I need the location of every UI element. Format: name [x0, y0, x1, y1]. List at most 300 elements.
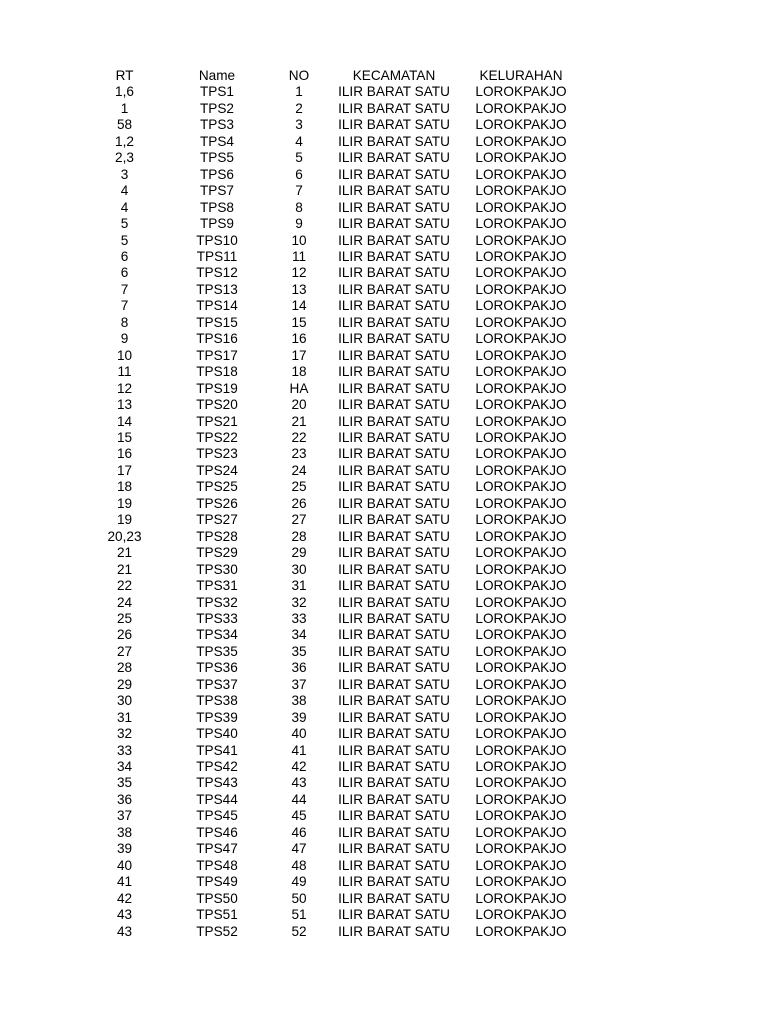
table-row	[88, 858, 579, 874]
cell-rt: 8	[120, 314, 129, 330]
cell-kecamatan: ILIR BARAT SATU	[338, 133, 450, 149]
cell-name: TPS22	[196, 429, 238, 445]
table-row	[88, 924, 579, 940]
cell-kelurahan: LOROKPAKJO	[475, 874, 567, 890]
cell-name: TPS35	[196, 643, 238, 659]
cell-rt: 25	[116, 610, 133, 626]
cell-kecamatan: ILIR BARAT SATU	[338, 397, 450, 413]
cell-name: TPS26	[196, 495, 238, 511]
header-row	[88, 68, 579, 84]
cell-no: 4	[295, 133, 303, 149]
cell-rt: 1	[120, 100, 129, 116]
cell-rt: 3	[120, 166, 129, 182]
cell-rt: 15	[116, 429, 133, 445]
cell-name: TPS1	[200, 84, 234, 100]
cell-kelurahan: LOROKPAKJO	[475, 298, 567, 314]
cell-kecamatan: ILIR BARAT SATU	[338, 791, 450, 807]
cell-kecamatan: ILIR BARAT SATU	[338, 923, 450, 939]
cell-rt: 42	[116, 890, 133, 906]
cell-kecamatan: ILIR BARAT SATU	[338, 528, 450, 544]
cell-kelurahan: LOROKPAKJO	[475, 232, 567, 248]
cell-name: TPS10	[196, 232, 238, 248]
cell-name: TPS37	[196, 676, 238, 692]
table-row	[88, 693, 579, 709]
cell-kecamatan: ILIR BARAT SATU	[338, 857, 450, 873]
cell-rt: 10	[116, 347, 133, 363]
table-row	[88, 644, 579, 660]
cell-rt: 39	[116, 841, 133, 857]
cell-rt: 21	[116, 545, 133, 561]
cell-kelurahan: LOROKPAKJO	[475, 841, 567, 857]
cell-kecamatan: ILIR BARAT SATU	[338, 890, 450, 906]
cell-rt: 5	[120, 216, 129, 232]
table-row	[88, 891, 579, 907]
cell-kelurahan: LOROKPAKJO	[475, 166, 567, 182]
cell-kecamatan: ILIR BARAT SATU	[338, 495, 450, 511]
table-row	[88, 743, 579, 759]
table-row	[88, 808, 579, 824]
cell-kecamatan: ILIR BARAT SATU	[338, 100, 450, 116]
cell-no: 1	[295, 84, 303, 100]
cell-name: TPS16	[196, 331, 238, 347]
cell-no: 2	[295, 100, 303, 116]
cell-rt: 35	[116, 775, 133, 791]
cell-name: TPS11	[196, 248, 238, 264]
table-row	[88, 315, 579, 331]
cell-kecamatan: ILIR BARAT SATU	[338, 380, 450, 396]
cell-no: 32	[291, 594, 307, 610]
table-body	[88, 84, 579, 940]
cell-kecamatan: ILIR BARAT SATU	[338, 199, 450, 215]
cell-name: TPS42	[196, 759, 238, 775]
cell-rt: 33	[116, 742, 133, 758]
table-row	[88, 907, 579, 923]
table-row	[88, 216, 579, 232]
cell-kelurahan: LOROKPAKJO	[475, 545, 567, 561]
cell-name: TPS24	[196, 462, 238, 478]
cell-rt: 41	[116, 874, 133, 890]
table-row	[88, 595, 579, 611]
cell-kecamatan: ILIR BARAT SATU	[338, 726, 450, 742]
cell-no: 12	[291, 265, 307, 281]
cell-rt: 11	[117, 364, 132, 380]
cell-kecamatan: ILIR BARAT SATU	[338, 462, 450, 478]
cell-kecamatan: ILIR BARAT SATU	[338, 84, 450, 100]
cell-kelurahan: LOROKPAKJO	[475, 627, 567, 643]
cell-no: 13	[291, 281, 307, 297]
cell-kelurahan: LOROKPAKJO	[475, 610, 567, 626]
cell-no: 30	[291, 561, 307, 577]
cell-kelurahan: LOROKPAKJO	[475, 578, 567, 594]
cell-kecamatan: ILIR BARAT SATU	[338, 413, 450, 429]
table-row	[88, 710, 579, 726]
cell-kelurahan: LOROKPAKJO	[475, 84, 567, 100]
cell-kelurahan: LOROKPAKJO	[475, 397, 567, 413]
cell-no: 22	[291, 429, 307, 445]
cell-no: 23	[291, 446, 307, 462]
cell-name: TPS40	[196, 726, 238, 742]
cell-rt: 21	[116, 561, 133, 577]
cell-no: 51	[291, 907, 307, 923]
table-row	[88, 627, 579, 643]
cell-rt: 1,6	[115, 84, 134, 100]
cell-name: TPS13	[196, 281, 238, 297]
cell-name: TPS33	[196, 610, 238, 626]
table-row	[88, 562, 579, 578]
cell-no: 6	[295, 166, 303, 182]
cell-rt: 34	[116, 759, 133, 775]
table-row	[88, 578, 579, 594]
cell-name: TPS4	[200, 133, 234, 149]
cell-kelurahan: LOROKPAKJO	[475, 742, 567, 758]
cell-rt: 22	[116, 578, 133, 594]
cell-kelurahan: LOROKPAKJO	[475, 133, 567, 149]
cell-kecamatan: ILIR BARAT SATU	[338, 676, 450, 692]
cell-kecamatan: ILIR BARAT SATU	[338, 545, 450, 561]
table-row	[88, 167, 579, 183]
cell-kecamatan: ILIR BARAT SATU	[338, 298, 450, 314]
cell-name: TPS30	[196, 561, 238, 577]
cell-rt: 7	[120, 298, 129, 314]
cell-kecamatan: ILIR BARAT SATU	[338, 907, 450, 923]
cell-no: 38	[291, 693, 307, 709]
cell-no: 26	[291, 495, 307, 511]
cell-no: 46	[291, 824, 307, 840]
table-row	[88, 529, 579, 545]
cell-name: TPS32	[196, 594, 238, 610]
cell-no: 50	[291, 890, 307, 906]
cell-kecamatan: ILIR BARAT SATU	[338, 331, 450, 347]
cell-kecamatan: ILIR BARAT SATU	[338, 216, 450, 232]
cell-kecamatan: ILIR BARAT SATU	[338, 512, 450, 528]
table-row	[88, 414, 579, 430]
cell-no: 8	[295, 199, 303, 215]
cell-name: TPS3	[200, 117, 234, 133]
cell-kecamatan: ILIR BARAT SATU	[338, 759, 450, 775]
cell-rt: 19	[116, 512, 133, 528]
cell-kelurahan: LOROKPAKJO	[475, 479, 567, 495]
cell-no: 39	[291, 709, 307, 725]
table-row	[88, 265, 579, 281]
cell-no: 15	[291, 314, 307, 330]
cell-kelurahan: LOROKPAKJO	[475, 248, 567, 264]
cell-rt: 4	[120, 199, 129, 215]
cell-no: 35	[291, 643, 307, 659]
cell-name: TPS19	[196, 380, 238, 396]
cell-name: TPS18	[196, 364, 238, 380]
table-row	[88, 726, 579, 742]
cell-kelurahan: LOROKPAKJO	[475, 429, 567, 445]
cell-kelurahan: LOROKPAKJO	[475, 857, 567, 873]
cell-kelurahan: LOROKPAKJO	[475, 512, 567, 528]
cell-name: TPS14	[196, 298, 238, 314]
cell-kelurahan: LOROKPAKJO	[475, 643, 567, 659]
cell-kecamatan: ILIR BARAT SATU	[338, 594, 450, 610]
cell-rt: 43	[116, 907, 133, 923]
cell-rt: 4	[120, 183, 129, 199]
cell-name: TPS7	[200, 183, 234, 199]
cell-rt: 17	[116, 462, 133, 478]
cell-kecamatan: ILIR BARAT SATU	[338, 841, 450, 857]
table-row	[88, 512, 579, 528]
cell-kelurahan: LOROKPAKJO	[475, 594, 567, 610]
cell-kecamatan: ILIR BARAT SATU	[338, 117, 450, 133]
cell-no: 21	[291, 413, 307, 429]
cell-kecamatan: ILIR BARAT SATU	[338, 709, 450, 725]
cell-kecamatan: ILIR BARAT SATU	[338, 281, 450, 297]
cell-no: 7	[295, 183, 303, 199]
cell-kecamatan: ILIR BARAT SATU	[338, 578, 450, 594]
cell-kelurahan: LOROKPAKJO	[475, 660, 567, 676]
cell-rt: 27	[116, 643, 133, 659]
cell-name: TPS47	[196, 841, 238, 857]
cell-rt: 28	[116, 660, 133, 676]
cell-kelurahan: LOROKPAKJO	[475, 216, 567, 232]
table-row	[88, 463, 579, 479]
cell-kecamatan: ILIR BARAT SATU	[338, 775, 450, 791]
cell-no: 14	[291, 298, 307, 314]
cell-kelurahan: LOROKPAKJO	[475, 824, 567, 840]
cell-no: 17	[291, 347, 307, 363]
table-row	[88, 200, 579, 216]
cell-no: 36	[291, 660, 307, 676]
cell-kecamatan: ILIR BARAT SATU	[338, 561, 450, 577]
cell-rt: 24	[116, 594, 133, 610]
table-row	[88, 282, 579, 298]
spreadsheet-page	[88, 68, 579, 940]
cell-name: TPS31	[196, 578, 238, 594]
cell-no: 24	[291, 462, 307, 478]
cell-kelurahan: LOROKPAKJO	[475, 314, 567, 330]
cell-kelurahan: LOROKPAKJO	[475, 907, 567, 923]
cell-name: TPS43	[196, 775, 238, 791]
cell-kecamatan: ILIR BARAT SATU	[338, 824, 450, 840]
cell-kecamatan: ILIR BARAT SATU	[338, 248, 450, 264]
cell-name: TPS51	[196, 907, 238, 923]
table-row	[88, 611, 579, 627]
cell-rt: 16	[116, 446, 133, 462]
cell-rt: 5	[120, 232, 129, 248]
cell-no: HA	[289, 380, 309, 396]
cell-rt: 13	[116, 397, 133, 413]
cell-no: 29	[291, 545, 307, 561]
cell-kelurahan: LOROKPAKJO	[475, 528, 567, 544]
cell-kecamatan: ILIR BARAT SATU	[338, 610, 450, 626]
cell-no: 9	[295, 216, 303, 232]
cell-name: TPS45	[196, 808, 238, 824]
cell-kelurahan: LOROKPAKJO	[475, 676, 567, 692]
cell-name: TPS50	[196, 890, 238, 906]
cell-rt: 36	[116, 791, 133, 807]
cell-no: 37	[291, 676, 307, 692]
cell-rt: 7	[120, 281, 129, 297]
cell-kelurahan: LOROKPAKJO	[475, 380, 567, 396]
cell-kelurahan: LOROKPAKJO	[475, 413, 567, 429]
cell-no: 47	[291, 841, 307, 857]
cell-kecamatan: ILIR BARAT SATU	[338, 265, 450, 281]
cell-rt: 6	[120, 265, 129, 281]
cell-kelurahan: LOROKPAKJO	[475, 923, 567, 939]
cell-kelurahan: LOROKPAKJO	[475, 364, 567, 380]
cell-kelurahan: LOROKPAKJO	[475, 281, 567, 297]
cell-name: TPS49	[196, 874, 238, 890]
cell-name: TPS27	[196, 512, 238, 528]
cell-name: TPS21	[196, 413, 238, 429]
table-row	[88, 660, 579, 676]
cell-kecamatan: ILIR BARAT SATU	[338, 446, 450, 462]
table-row	[88, 792, 579, 808]
table-row	[88, 101, 579, 117]
table-row	[88, 183, 579, 199]
table-row	[88, 545, 579, 561]
cell-kelurahan: LOROKPAKJO	[475, 117, 567, 133]
cell-no: 43	[291, 775, 307, 791]
cell-no: 40	[291, 726, 307, 742]
cell-no: 52	[291, 923, 307, 939]
cell-rt: 31	[116, 709, 133, 725]
cell-rt: 26	[116, 627, 133, 643]
cell-no: 25	[291, 479, 307, 495]
cell-no: 42	[291, 759, 307, 775]
cell-name: TPS9	[200, 216, 234, 232]
cell-kecamatan: ILIR BARAT SATU	[338, 364, 450, 380]
cell-kelurahan: LOROKPAKJO	[475, 199, 567, 215]
table-row	[88, 677, 579, 693]
cell-kecamatan: ILIR BARAT SATU	[338, 232, 450, 248]
cell-no: 3	[295, 117, 303, 133]
cell-no: 10	[291, 232, 307, 248]
table-row	[88, 874, 579, 890]
cell-kecamatan: ILIR BARAT SATU	[338, 166, 450, 182]
cell-name: TPS52	[196, 923, 238, 939]
cell-kecamatan: ILIR BARAT SATU	[338, 742, 450, 758]
cell-kelurahan: LOROKPAKJO	[475, 100, 567, 116]
cell-no: 45	[291, 808, 307, 824]
cell-no: 28	[291, 528, 307, 544]
cell-no: 41	[291, 742, 307, 758]
cell-kelurahan: LOROKPAKJO	[475, 759, 567, 775]
cell-kelurahan: LOROKPAKJO	[475, 890, 567, 906]
cell-kelurahan: LOROKPAKJO	[475, 495, 567, 511]
header-kelurahan: KELURAHAN	[479, 68, 563, 83]
cell-name: TPS23	[196, 446, 238, 462]
table-row	[88, 430, 579, 446]
cell-no: 31	[291, 578, 307, 594]
cell-no: 48	[291, 857, 307, 873]
header-no: NO	[288, 68, 310, 83]
cell-name: TPS44	[196, 791, 238, 807]
cell-kecamatan: ILIR BARAT SATU	[338, 808, 450, 824]
cell-rt: 37	[116, 808, 133, 824]
cell-no: 5	[295, 150, 303, 166]
table-row	[88, 775, 579, 791]
cell-name: TPS29	[196, 545, 238, 561]
cell-name: TPS15	[196, 314, 238, 330]
tps-table	[88, 68, 579, 940]
cell-no: 34	[291, 627, 307, 643]
cell-kecamatan: ILIR BARAT SATU	[338, 479, 450, 495]
cell-rt: 19	[116, 495, 133, 511]
cell-name: TPS41	[196, 742, 238, 758]
cell-kelurahan: LOROKPAKJO	[475, 709, 567, 725]
table-row	[88, 84, 579, 100]
table-row	[88, 759, 579, 775]
table-row	[88, 249, 579, 265]
cell-rt: 20,23	[107, 528, 142, 544]
header-name: Name	[198, 68, 236, 83]
cell-rt: 9	[120, 331, 129, 347]
cell-kecamatan: ILIR BARAT SATU	[338, 347, 450, 363]
cell-name: TPS6	[200, 166, 234, 182]
cell-no: 18	[291, 364, 307, 380]
cell-name: TPS36	[196, 660, 238, 676]
cell-kecamatan: ILIR BARAT SATU	[338, 150, 450, 166]
cell-kelurahan: LOROKPAKJO	[475, 726, 567, 742]
table-row	[88, 381, 579, 397]
cell-kecamatan: ILIR BARAT SATU	[338, 429, 450, 445]
table-row	[88, 117, 579, 133]
cell-kecamatan: ILIR BARAT SATU	[338, 660, 450, 676]
cell-kelurahan: LOROKPAKJO	[475, 265, 567, 281]
cell-name: TPS25	[196, 479, 238, 495]
cell-rt: 58	[116, 117, 133, 133]
table-row	[88, 397, 579, 413]
cell-name: TPS20	[196, 397, 238, 413]
cell-name: TPS38	[196, 693, 238, 709]
cell-name: TPS17	[196, 347, 238, 363]
cell-kecamatan: ILIR BARAT SATU	[338, 183, 450, 199]
cell-name: TPS34	[196, 627, 238, 643]
table-row	[88, 150, 579, 166]
table-row	[88, 496, 579, 512]
cell-kelurahan: LOROKPAKJO	[475, 331, 567, 347]
cell-rt: 2,3	[115, 150, 134, 166]
cell-kecamatan: ILIR BARAT SATU	[338, 874, 450, 890]
header-kecamatan: KECAMATAN	[352, 68, 436, 83]
cell-kelurahan: LOROKPAKJO	[475, 808, 567, 824]
cell-rt: 29	[116, 676, 133, 692]
cell-name: TPS28	[196, 528, 238, 544]
cell-no: 16	[291, 331, 307, 347]
cell-name: TPS39	[196, 709, 238, 725]
cell-kelurahan: LOROKPAKJO	[475, 150, 567, 166]
cell-no: 49	[291, 874, 307, 890]
cell-name: TPS8	[200, 199, 234, 215]
cell-name: TPS2	[200, 100, 234, 116]
cell-kelurahan: LOROKPAKJO	[475, 446, 567, 462]
cell-no: 33	[291, 610, 307, 626]
header-rt: RT	[115, 68, 134, 83]
cell-kelurahan: LOROKPAKJO	[475, 561, 567, 577]
cell-kelurahan: LOROKPAKJO	[475, 183, 567, 199]
cell-name: TPS46	[196, 824, 238, 840]
table-row	[88, 825, 579, 841]
cell-no: 27	[291, 512, 307, 528]
cell-kecamatan: ILIR BARAT SATU	[338, 693, 450, 709]
cell-kelurahan: LOROKPAKJO	[475, 775, 567, 791]
table-row	[88, 298, 579, 314]
cell-rt: 43	[116, 923, 133, 939]
cell-rt: 40	[116, 857, 133, 873]
cell-kecamatan: ILIR BARAT SATU	[338, 627, 450, 643]
cell-kelurahan: LOROKPAKJO	[475, 462, 567, 478]
table-row	[88, 446, 579, 462]
table-row	[88, 348, 579, 364]
table-row	[88, 134, 579, 150]
cell-kelurahan: LOROKPAKJO	[475, 347, 567, 363]
table-row	[88, 479, 579, 495]
cell-rt: 12	[116, 380, 133, 396]
